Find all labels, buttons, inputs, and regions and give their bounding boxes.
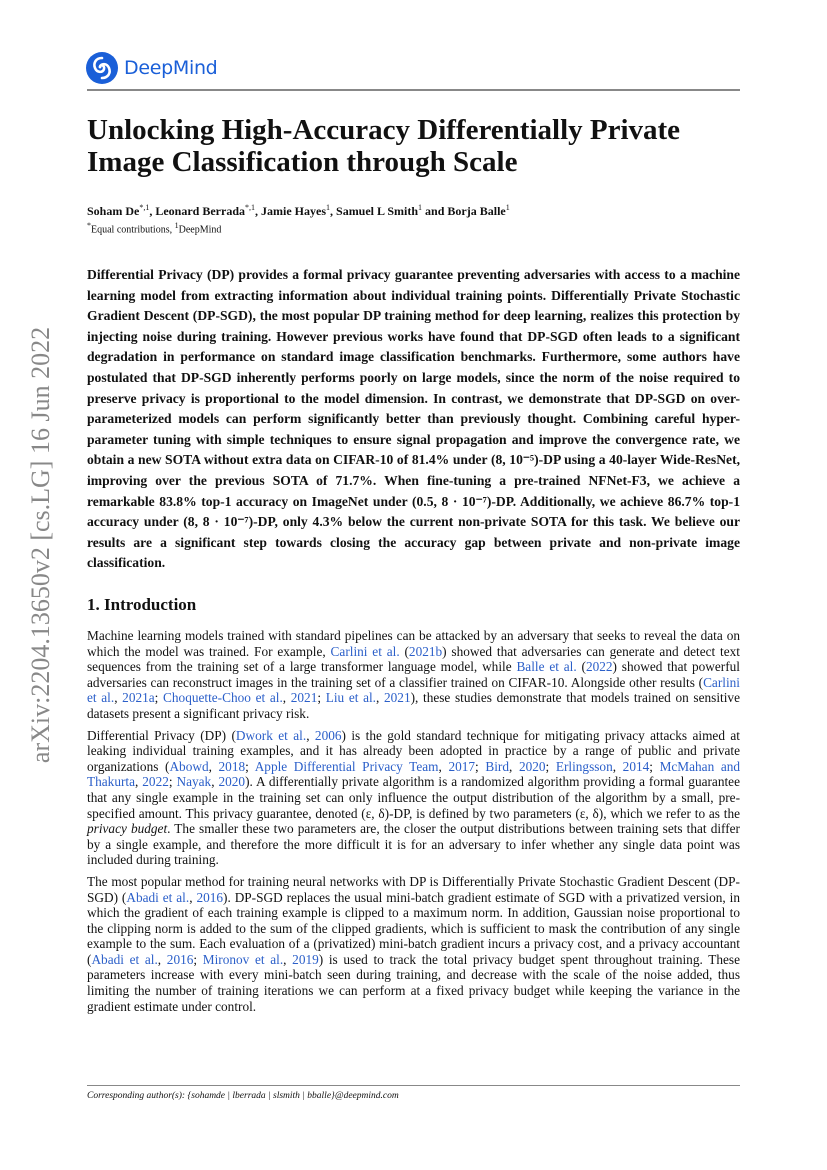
author-list: Soham $De^{*,1}$, Leonard Berrada$^{*,1}$, Jamie Hayes$^1$, Samuel L Smith$^1$ and Borja Balle$^1$ bbox=[87, 203, 510, 218]
citation-link[interactable]: Nayak bbox=[176, 774, 212, 790]
citation-link[interactable]: Erlingsson bbox=[555, 758, 613, 774]
citation-link[interactable]: Apple Differential Privacy Team bbox=[254, 758, 439, 774]
citation-link[interactable]: Carlini et al. bbox=[87, 674, 740, 706]
author: Jamie Hayes bbox=[261, 204, 327, 218]
text-run: ) showed that adversaries can generate and detect text sequences from the training set of a large transformer language model, while bbox=[87, 643, 740, 675]
footer-rule bbox=[87, 1085, 740, 1086]
citation-link[interactable]: 2014 bbox=[622, 758, 650, 774]
corresponding-authors: Corresponding author(s): {sohamde | lberrada | slsmith | bballe}@deepmind.com bbox=[87, 1091, 399, 1101]
abstract: Differential Privacy (DP) provides a formal privacy guarantee preventing adversaries with access to a machine learning model from extracting information about individual training points. Differentially Private Stochastic Gradient Descent (DP-SGD), the most popular DP training method for deep learning, realizes this protection by injecting noise during training. However previous works have found that DP-SGD often leads to a significant degradation in performance on standard image classification benchmarks. Furthermore, some authors have postulated that DP-SGD inherently performs poorly on large models, since the norm of the noise required to preserve privacy is proportional to the model dimension. In contrast, we demonstrate that DP-SGD on over-parameterized models can perform significantly better than previously thought. Combining careful hyper-parameter tuning with simple techniques to ensure signal propagation and improve the convergence rate, we obtain a new SOTA without extra data on CIFAR-10 of 81.4% under (8, 10⁻⁵)-DP using a 40-layer Wide-ResNet, improving over the previous SOTA of 71.7%. When fine-tuning a pre-trained NFNet-F3, we achieve a remarkable 83.8% top-1 accuracy on ImageNet under (0.5, 8 · 10⁻⁷)-DP. Additionally, we achieve 86.7% top-1 accuracy under (8, 8 · 10⁻⁷)-DP, only 4.3% below the current non-private SOTA for this task. We believe our results are a significant step towards closing the accuracy gap between private and non-private image classification. bbox=[87, 267, 740, 571]
author-affil-mark: 1 bbox=[505, 203, 510, 212]
author-affil-mark: 1 bbox=[326, 203, 331, 212]
citation-link[interactable]: Abadi et al. bbox=[126, 889, 190, 905]
author: Leonard Berrada bbox=[155, 204, 246, 218]
equal-contribution-note: Equal contributions, bbox=[91, 224, 175, 236]
header-rule bbox=[87, 89, 740, 91]
text-run: , bbox=[509, 758, 519, 774]
citation-link[interactable]: 2020 bbox=[518, 758, 546, 774]
author-affil-mark: 1 bbox=[418, 203, 423, 212]
citation-link[interactable]: 2021 bbox=[290, 690, 318, 706]
text-run: , bbox=[612, 758, 623, 774]
text-run: , bbox=[211, 774, 219, 790]
citation-link[interactable]: Dwork et al. bbox=[235, 727, 307, 743]
section-heading-introduction: 1. Introduction bbox=[87, 595, 197, 614]
text-run: ; bbox=[154, 690, 164, 706]
text-run: , bbox=[438, 758, 449, 774]
paragraph bbox=[87, 728, 740, 868]
citation-link[interactable]: 2019 bbox=[292, 951, 319, 967]
text-run: , bbox=[208, 758, 219, 774]
citation-link[interactable]: 2018 bbox=[218, 758, 246, 774]
citation-link[interactable]: Bird bbox=[485, 758, 509, 774]
text-run: ; bbox=[168, 774, 177, 790]
citation-link[interactable]: 2021 bbox=[384, 690, 411, 706]
text-run: ) is used to track the total privacy budget spent throughout training. These parameters increase with every mini-batch seen during training, and decrease with the scale of the noise added, thus limiting the number of training iterations we can perform at a fixed privacy budget while keeping the variance in the gradient estimate under control. bbox=[87, 951, 740, 1014]
arxiv-identifier: arXiv:2204.13650v2 [cs.LG] 16 Jun 2022 bbox=[26, 326, 55, 764]
text-run: , bbox=[157, 951, 167, 967]
citation-link[interactable]: 2006 bbox=[314, 727, 342, 743]
citation-link[interactable]: Abowd bbox=[169, 758, 209, 774]
text-run: ; bbox=[649, 758, 660, 774]
citation-link[interactable]: Carlini et al. bbox=[330, 643, 400, 659]
citation-link[interactable]: Balle et al. bbox=[516, 659, 577, 675]
citation-link[interactable]: 2021b bbox=[408, 643, 443, 659]
author: Samuel L Smith bbox=[336, 204, 419, 218]
introduction-body bbox=[87, 628, 740, 1020]
text-run: ; bbox=[545, 758, 556, 774]
text-run: , bbox=[282, 690, 291, 706]
citation-link[interactable]: 2016 bbox=[196, 889, 224, 905]
deepmind-logo-text: DeepMind bbox=[124, 57, 218, 79]
affil-org: DeepMind bbox=[178, 224, 222, 236]
text-run: ) is the gold standard technique for mitigating privacy attacks aimed at leaking individual training examples, and it has already been adopted in practice by a range of public and private organizations ( bbox=[87, 727, 740, 774]
text-run: ; bbox=[475, 758, 486, 774]
author-affil-mark: *,1 bbox=[139, 203, 150, 212]
text-run: ; bbox=[317, 690, 326, 706]
author: Borja Balle bbox=[447, 204, 506, 218]
text-run: ( bbox=[576, 659, 586, 675]
text-run: ; bbox=[193, 951, 203, 967]
author: Soham De bbox=[87, 204, 140, 218]
text-run: ). A differentially private algorithm is a randomized algorithm providing a formal guarantee that any single example in the training set can only influence the output distribution of the algorithm by a small, pre-specified amount. This privacy guarantee, denoted (ε, δ)-DP, is defined by two parameters (ε, δ), which we refer to as the bbox=[87, 774, 740, 821]
affiliations bbox=[87, 221, 221, 235]
citation-link[interactable]: 2022 bbox=[585, 659, 613, 675]
citation-link[interactable]: McMahan and Thakurta bbox=[87, 758, 741, 790]
paragraph bbox=[87, 874, 740, 1014]
text-run: ) showed that powerful adversaries can reconstruct images in the training set of a classifier trained on CIFAR-10. Alongside other results ( bbox=[87, 659, 740, 690]
text-run: , bbox=[135, 774, 143, 790]
citation-link[interactable]: 2022 bbox=[142, 774, 169, 790]
author-affil-mark: *,1 bbox=[245, 203, 256, 212]
text-run: , bbox=[306, 727, 315, 743]
emphasized-text: privacy budget bbox=[87, 821, 168, 837]
affil-one: 1 bbox=[174, 221, 179, 230]
text-run: , bbox=[114, 690, 123, 706]
text-run: . The smaller these two parameters are, the closer the output distributions between training sets that differ by a single example, and therefore the more difficult it is for an adversary to infer whether any single data point was included during training. bbox=[87, 821, 740, 868]
paper-title: Unlocking High-Accuracy Differentially Private Image Classification through Scale bbox=[87, 114, 681, 178]
text-run: The most popular method for training neural networks with DP is Differentially Private Stochastic Gradient Descent (DP-SGD) ( bbox=[87, 873, 740, 905]
affil-star: * bbox=[87, 221, 91, 230]
paragraph bbox=[87, 628, 740, 722]
text-run: , bbox=[376, 690, 384, 706]
citation-link[interactable]: 2016 bbox=[166, 951, 194, 967]
text-run: ( bbox=[399, 643, 409, 659]
citation-link[interactable]: 2020 bbox=[218, 774, 246, 790]
citation-link[interactable]: Abadi et al. bbox=[91, 951, 158, 967]
deepmind-logo bbox=[86, 52, 217, 84]
text-run: Machine learning models trained with standard pipelines can be attacked by an adversary that seeks to reveal the data on which the model was trained. For example, bbox=[87, 628, 740, 659]
citation-link[interactable]: Choquette-Choo et al. bbox=[163, 690, 283, 706]
text-run: ), these studies demonstrate that models trained on sensitive datasets present a significant privacy risk. bbox=[87, 690, 740, 721]
text-run: , bbox=[283, 951, 293, 967]
text-run: Differential Privacy (DP) ( bbox=[87, 727, 236, 743]
citation-link[interactable]: 2017 bbox=[448, 758, 476, 774]
text-run: ). DP-SGD replaces the usual mini-batch gradient estimate of SGD with a privatized version, in which the gradient of each training example is clipped to a maximum norm. In addition, Gaussian noise proportional to the clipping norm is added to the sum of the clipped gradients, which is sufficient to mask the contribution of any single example to the sum. Each evaluation of a (privatized) mini-batch gradient incurs a privacy cost, and a privacy accountant ( bbox=[87, 889, 740, 967]
text-run: , bbox=[189, 889, 197, 905]
citation-link[interactable]: Mironov et al. bbox=[202, 951, 284, 967]
text-run: ; bbox=[245, 758, 255, 774]
citation-link[interactable]: Liu et al. bbox=[325, 690, 377, 706]
citation-link[interactable]: 2021a bbox=[122, 690, 155, 706]
deepmind-logo-icon bbox=[86, 52, 118, 84]
